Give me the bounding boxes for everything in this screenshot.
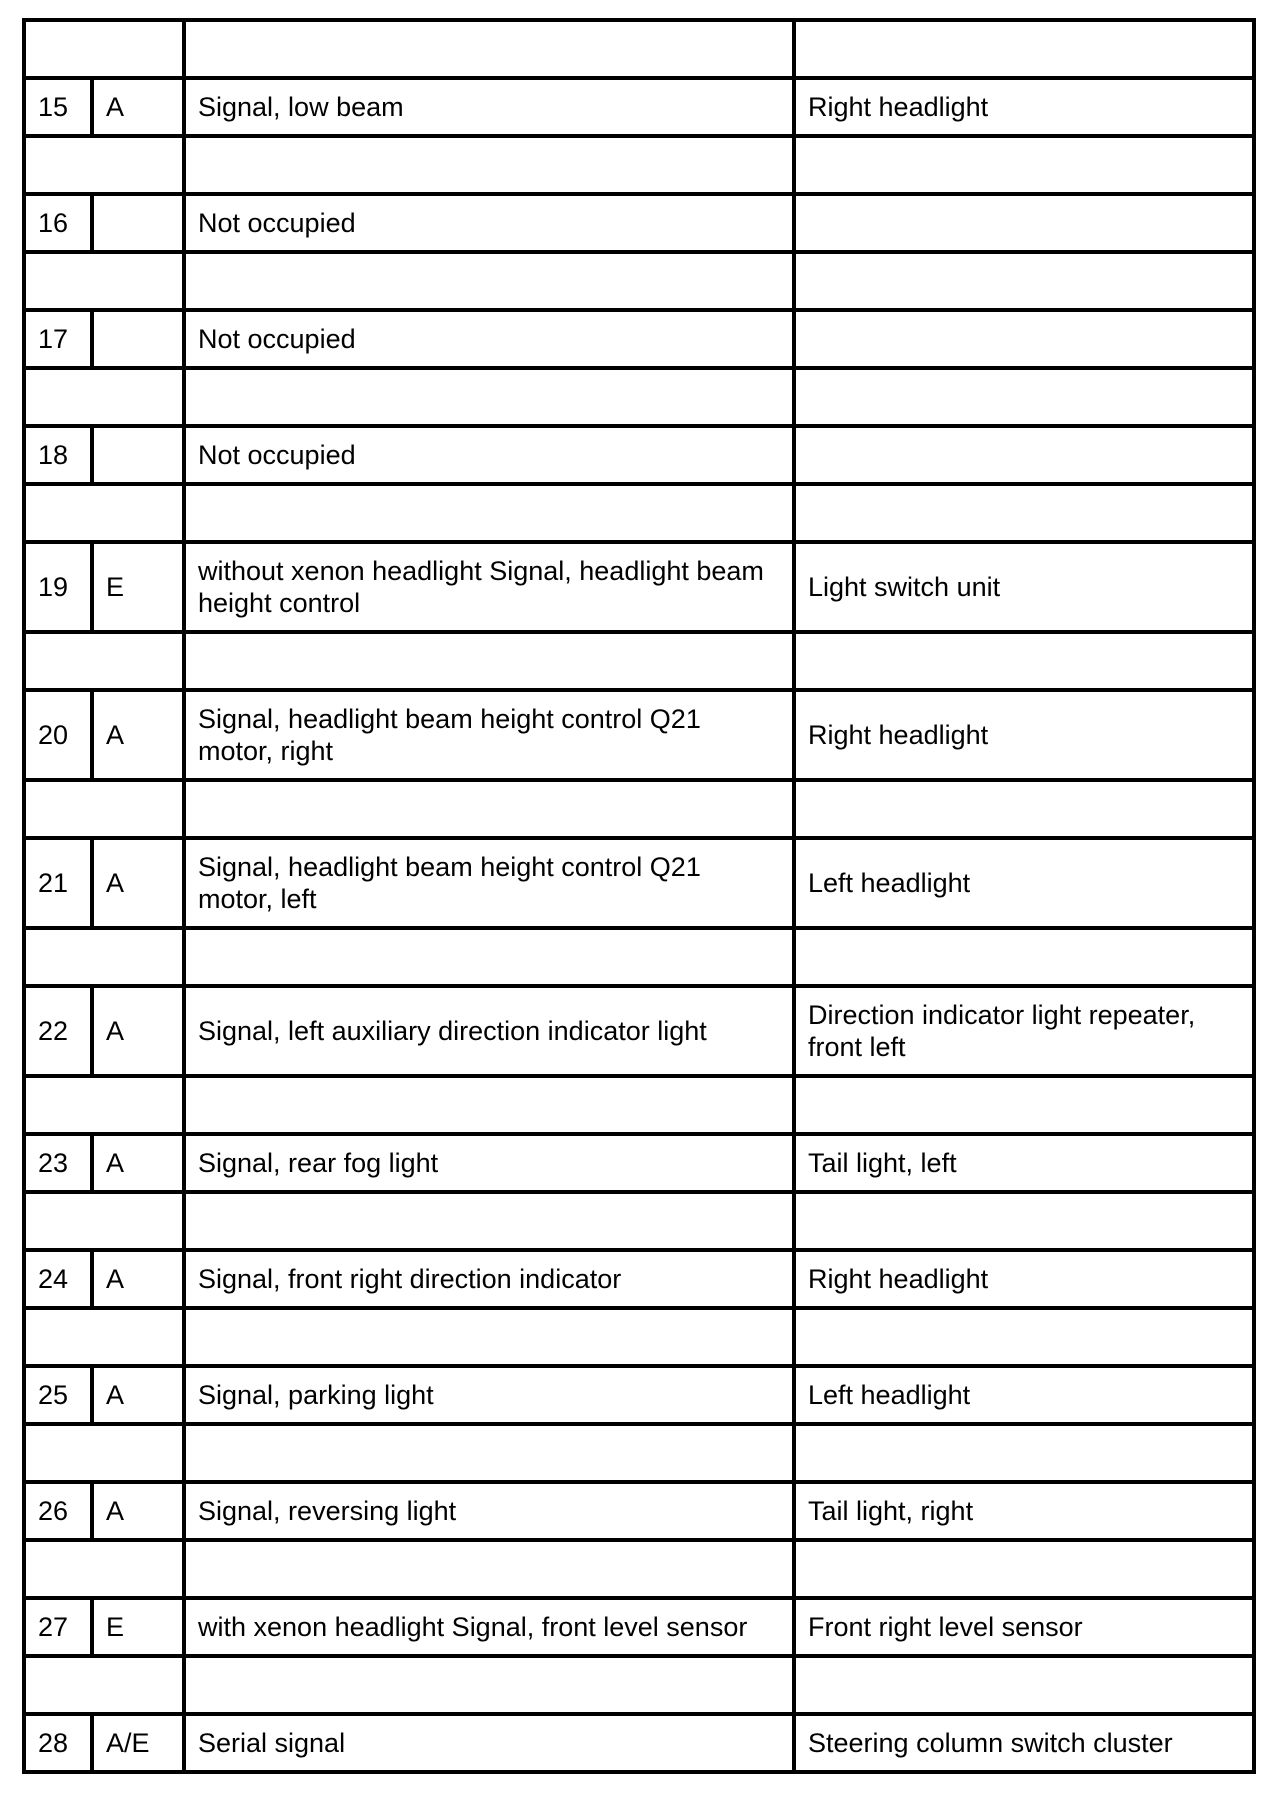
spacer-cell — [794, 1424, 1254, 1482]
spacer-cell — [184, 252, 794, 310]
signal-description-cell: Signal, parking light — [184, 1366, 794, 1424]
connected-component-cell: Right headlight — [794, 78, 1254, 136]
table-row — [24, 1482, 1254, 1540]
signal-description-cell: Signal, low beam — [184, 78, 794, 136]
pin-number-cell: 17 — [24, 310, 92, 368]
spacer-cell — [24, 1308, 184, 1366]
table-row — [24, 986, 1254, 1076]
spacer-row — [24, 252, 1254, 310]
spacer-row — [24, 1076, 1254, 1134]
signal-description-cell: without xenon headlight Signal, headlight beam height control — [184, 542, 794, 632]
connected-component-cell: Tail light, right — [794, 1482, 1254, 1540]
spacer-cell — [794, 1192, 1254, 1250]
spacer-cell — [24, 1656, 184, 1714]
pin-number-cell: 24 — [24, 1250, 92, 1308]
spacer-cell — [794, 928, 1254, 986]
table-row — [24, 838, 1254, 928]
table-row — [24, 310, 1254, 368]
signal-type-cell: A — [92, 1134, 184, 1192]
spacer-cell — [794, 252, 1254, 310]
spacer-cell — [24, 632, 184, 690]
spacer-cell — [184, 632, 794, 690]
spacer-row — [24, 1192, 1254, 1250]
table-row — [24, 1250, 1254, 1308]
spacer-row — [24, 1540, 1254, 1598]
signal-type-cell — [92, 426, 184, 484]
pin-number-cell: 28 — [24, 1714, 92, 1772]
signal-description-cell: Signal, headlight beam height control Q21 motor, right — [184, 690, 794, 780]
spacer-cell — [184, 928, 794, 986]
table-row — [24, 1598, 1254, 1656]
spacer-cell — [184, 1656, 794, 1714]
spacer-cell — [184, 1308, 794, 1366]
connected-component-cell: Direction indicator light repeater, front left — [794, 986, 1254, 1076]
signal-description-cell: with xenon headlight Signal, front level sensor — [184, 1598, 794, 1656]
table-row — [24, 1134, 1254, 1192]
spacer-row — [24, 632, 1254, 690]
spacer-cell — [24, 1076, 184, 1134]
signal-type-cell: A/E — [92, 1714, 184, 1772]
signal-description-cell: Signal, reversing light — [184, 1482, 794, 1540]
spacer-cell — [184, 1540, 794, 1598]
spacer-row — [24, 368, 1254, 426]
spacer-cell — [24, 780, 184, 838]
pin-number-cell: 22 — [24, 986, 92, 1076]
spacer-cell — [794, 136, 1254, 194]
spacer-cell — [794, 1656, 1254, 1714]
spacer-cell — [184, 20, 794, 78]
spacer-row — [24, 780, 1254, 838]
connected-component-cell: Left headlight — [794, 838, 1254, 928]
signal-type-cell: A — [92, 1366, 184, 1424]
pin-number-cell: 20 — [24, 690, 92, 780]
spacer-cell — [24, 368, 184, 426]
signal-type-cell — [92, 194, 184, 252]
signal-description-cell: Signal, left auxiliary direction indicator light — [184, 986, 794, 1076]
spacer-cell — [794, 1308, 1254, 1366]
pin-number-cell: 25 — [24, 1366, 92, 1424]
signal-type-cell: A — [92, 690, 184, 780]
pin-number-cell: 26 — [24, 1482, 92, 1540]
pin-assignment-table — [22, 18, 1256, 1774]
signal-type-cell: A — [92, 78, 184, 136]
connected-component-cell: Right headlight — [794, 1250, 1254, 1308]
spacer-cell — [24, 1540, 184, 1598]
spacer-cell — [184, 1076, 794, 1134]
pin-number-cell: 19 — [24, 542, 92, 632]
spacer-row — [24, 1424, 1254, 1482]
table-row — [24, 1366, 1254, 1424]
spacer-cell — [24, 928, 184, 986]
pin-number-cell: 18 — [24, 426, 92, 484]
connected-component-cell: Right headlight — [794, 690, 1254, 780]
signal-type-cell: A — [92, 1250, 184, 1308]
spacer-cell — [24, 252, 184, 310]
spacer-cell — [24, 484, 184, 542]
spacer-cell — [794, 1540, 1254, 1598]
signal-description-cell: Not occupied — [184, 194, 794, 252]
spacer-cell — [794, 368, 1254, 426]
spacer-cell — [184, 780, 794, 838]
signal-description-cell: Signal, front right direction indicator — [184, 1250, 794, 1308]
connected-component-cell: Light switch unit — [794, 542, 1254, 632]
spacer-cell — [794, 484, 1254, 542]
signal-description-cell: Signal, headlight beam height control Q21 motor, left — [184, 838, 794, 928]
spacer-cell — [24, 20, 184, 78]
spacer-row — [24, 1656, 1254, 1714]
table-row — [24, 194, 1254, 252]
spacer-row — [24, 928, 1254, 986]
pin-number-cell: 23 — [24, 1134, 92, 1192]
spacer-cell — [184, 1424, 794, 1482]
spacer-cell — [794, 780, 1254, 838]
connected-component-cell — [794, 310, 1254, 368]
spacer-cell — [794, 20, 1254, 78]
spacer-cell — [794, 632, 1254, 690]
spacer-cell — [184, 136, 794, 194]
pin-assignment-body — [24, 20, 1254, 1772]
connected-component-cell: Left headlight — [794, 1366, 1254, 1424]
table-row — [24, 78, 1254, 136]
spacer-cell — [184, 484, 794, 542]
connected-component-cell: Front right level sensor — [794, 1598, 1254, 1656]
table-row — [24, 1714, 1254, 1772]
spacer-cell — [184, 1192, 794, 1250]
signal-type-cell: E — [92, 1598, 184, 1656]
signal-description-cell: Signal, rear fog light — [184, 1134, 794, 1192]
signal-type-cell: E — [92, 542, 184, 632]
signal-description-cell: Serial signal — [184, 1714, 794, 1772]
connected-component-cell — [794, 426, 1254, 484]
pin-number-cell: 15 — [24, 78, 92, 136]
signal-type-cell — [92, 310, 184, 368]
table-row — [24, 426, 1254, 484]
signal-type-cell: A — [92, 986, 184, 1076]
spacer-row — [24, 484, 1254, 542]
connected-component-cell: Steering column switch cluster — [794, 1714, 1254, 1772]
table-row — [24, 690, 1254, 780]
signal-type-cell: A — [92, 838, 184, 928]
signal-description-cell: Not occupied — [184, 426, 794, 484]
spacer-cell — [24, 1424, 184, 1482]
pin-number-cell: 21 — [24, 838, 92, 928]
spacer-row — [24, 1308, 1254, 1366]
spacer-row — [24, 136, 1254, 194]
spacer-cell — [24, 1192, 184, 1250]
signal-description-cell: Not occupied — [184, 310, 794, 368]
pin-number-cell: 16 — [24, 194, 92, 252]
spacer-cell — [794, 1076, 1254, 1134]
connected-component-cell — [794, 194, 1254, 252]
pin-number-cell: 27 — [24, 1598, 92, 1656]
signal-type-cell: A — [92, 1482, 184, 1540]
connected-component-cell: Tail light, left — [794, 1134, 1254, 1192]
table-row — [24, 542, 1254, 632]
spacer-row — [24, 20, 1254, 78]
spacer-cell — [24, 136, 184, 194]
spacer-cell — [184, 368, 794, 426]
